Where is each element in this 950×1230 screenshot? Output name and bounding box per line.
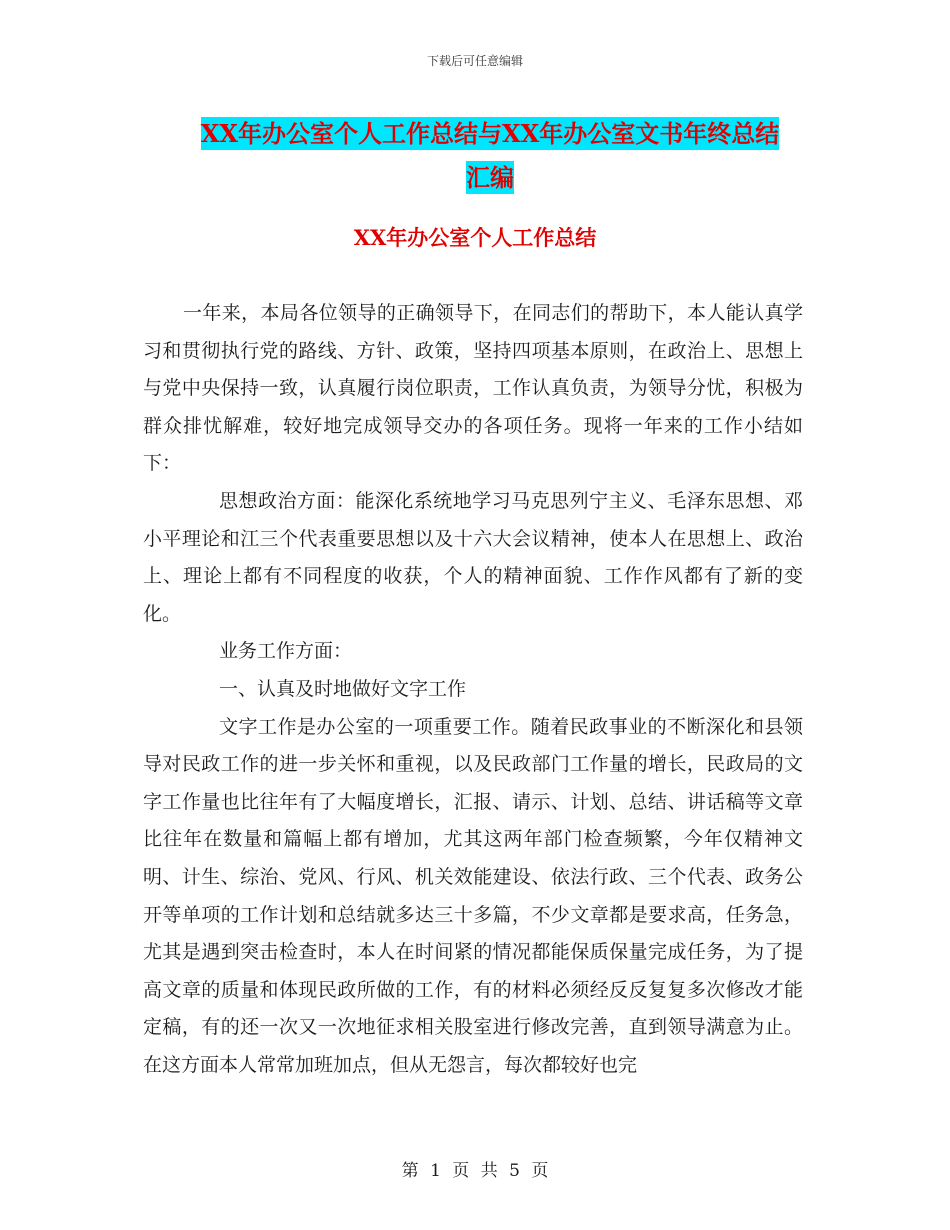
paragraph-ideology: 思想政治方面：能深化系统地学习马克思列宁主义、毛泽东思想、邓小平理论和江三个代表重要思想以及十六大会议精神，使本人在思想上、政治上、理论上都有不同程度的收获，个人的精神面貌、工作作风都有了新的变化。	[143, 489, 803, 625]
paragraph-intro: 一年来，本局各位领导的正确领导下，在同志们的帮助下，本人能认真学习和贯彻执行党的路线、方针、政策，坚持四项基本原则，在政治上、思想上与党中央保持一致，认真履行岗位职责，工作认真负责，为领导分忧，积极为群众排忧解难，较好地完成领导交办的各项任务。现将一年来的工作小结如下：	[143, 302, 803, 475]
paragraph-business-heading: 业务工作方面：	[219, 640, 353, 663]
paragraph-subheading-writing: 一、认真及时地做好文字工作	[219, 677, 467, 700]
page-header-note: 下载后可任意编辑	[426, 54, 523, 68]
section-title: XX年办公室个人工作总结	[353, 225, 597, 250]
page-number-footer: 第 1 页 共 5 页	[401, 1161, 549, 1181]
document-title	[140, 112, 840, 200]
paragraph-writing-work: 文字工作是办公室的一项重要工作。随着民政事业的不断深化和县领导对民政工作的进一步关怀和重视，以及民政部门工作量的增长，民政局的文字工作量也比往年有了大幅度增长，汇报、请示、计划、总结、讲话稿等文章比往年在数量和篇幅上都有增加，尤其这两年部门检查频繁，今年仅精神文明、计生、综治、党风、行风、机关效能建设、依法行政、三个代表、政务公开等单项的工作计划和总结就多达三十多篇，不少文章都是要求高，任务急，尤其是遇到突击检查时，本人在时间紧的情况都能保质保量完成任务，为了提高文章的质量和体现民政所做的工作，有的材料必须经反反复复多次修改才能定稿，有的还一次又一次地征求相关股室进行修改完善，直到领导满意为止。在这方面本人常常加班加点，但从无怨言，每次都较好也完	[143, 715, 803, 1076]
document-title-line2: 汇编	[466, 163, 514, 192]
document-title-line1: XX年办公室个人工作总结与XX年办公室文书年终总结	[200, 119, 780, 148]
document-body	[143, 295, 803, 1084]
